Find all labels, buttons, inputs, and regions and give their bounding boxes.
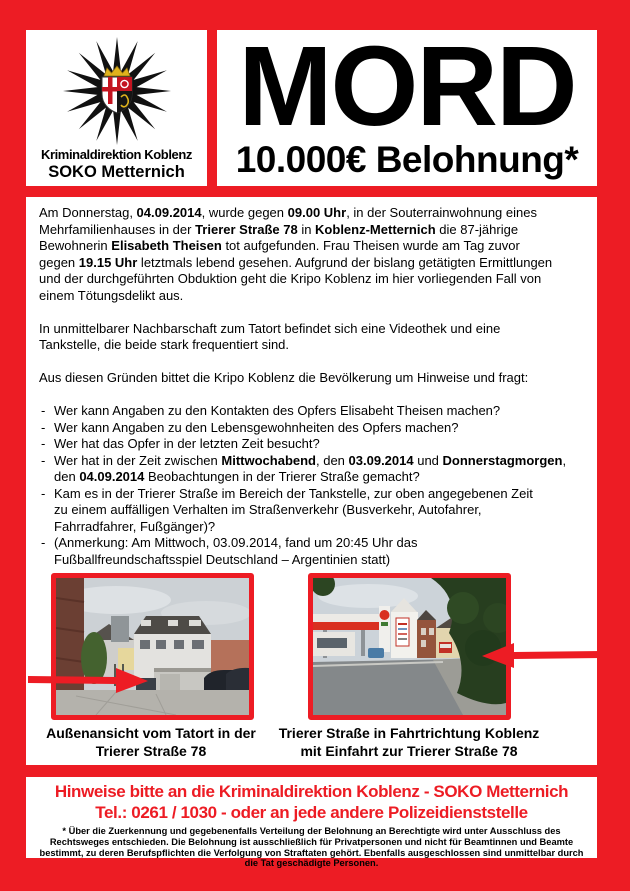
crime-scene-photo-caption <box>16 724 286 760</box>
headline-box <box>217 23 597 186</box>
street-view-photo-image <box>313 578 506 715</box>
org-unit: SOKO Metternich <box>48 163 185 181</box>
question-item: - Wer hat in der Zeit zwischen Mittwochabend, den 03.09.2014 und Donnerstagmorgen, den 04.09.2014 Beobachtungen in der Trierer Straße gemacht? <box>39 453 593 486</box>
case-paragraph-2: In unmittelbarer Nachbarschaft zum Tatort befindet sich eine Videothek und eine Tankstelle, die beide stark frequentiert sind. <box>39 320 501 352</box>
crime-scene-photo <box>51 573 254 720</box>
case-paragraph-1: Am Donnerstag, 04.09.2014, wurde gegen 09.00 Uhr, in der Souterrainwohnung eines Mehrfamilienhauses in der Trierer Straße 78 in Koblenz-Metternich die 87-jährige Bewohnerin Elisabeth Theisen tot aufgefunden. Frau Theisen wurde am Tag zuvor gegen 19.15 Uhr letztmals lebend gesehen. Aufgrund der bislang getätigten Ermittlungen und der durchgeführten Obduktion geht die Kripo Koblenz im hier vorliegenden Fall von einem Tötungsdelikt aus. <box>39 205 553 303</box>
question-item: - (Anmerkung: Am Mittwoch, 03.09.2014, fand um 20:45 Uhr das Fußballfreundschaftsspiel Deutschland – Argentinien statt) <box>39 535 593 568</box>
reward-terms-footnote: * Über die Zuerkennung und gegebenenfalls Verteilung der Belohnung an Berechtigte wird unter Ausschluss des Rechtsweges entschieden. Die Belohnung ist ausschließlich für Privatpersonen und nicht für Beamtinnen und Beamte bestimmt, zu deren Berufspflichten die Verfolgung von Straftaten gehört. Ebenfalls ausgeschlossen sind unmittelbar durch die Tat geschädigte Personen. <box>39 826 584 869</box>
crime-scene-photo-image <box>56 578 249 715</box>
caption-line: mit Einfahrt zur Trierer Straße 78 <box>300 743 518 759</box>
case-paragraph-intro: Aus diesen Gründen bittet die Kripo Koblenz die Bevölkerung um Hinweise und fragt: <box>39 370 529 385</box>
question-item: - Wer hat das Opfer in der letzten Zeit besucht? <box>39 436 593 453</box>
question-item: - Kam es in der Trierer Straße im Bereich der Tankstelle, zur oben angegebenen Zeit zu einem auffälligen Verhalten im Straßenverkehr (Busverkehr, Autofahrer, Fahrradfahrer, Fußgänger)? <box>39 486 593 536</box>
caption-line: Außenansicht vom Tatort in der <box>46 725 256 741</box>
contact-footer-box <box>26 777 597 869</box>
contact-line: Hinweise bitte an die Kriminaldirektion Koblenz - SOKO Metternich <box>54 782 569 801</box>
contact-phone-line: Tel.: 0261 / 1030 - oder an jede andere Polizeidienststelle <box>95 803 528 822</box>
case-text <box>26 197 597 568</box>
org-name: Kriminaldirektion Koblenz <box>40 147 193 162</box>
question-item: - Wer kann Angaben zu den Kontakten des Opfers Elisabeht Theisen machen? <box>39 403 593 420</box>
question-list <box>39 403 593 568</box>
street-view-photo <box>308 573 511 720</box>
reward-amount: 10.000€ Belohnung* <box>235 139 579 180</box>
caption-line: Trierer Straße 78 <box>95 743 207 759</box>
case-details-box <box>26 197 597 765</box>
red-arrow-left-icon <box>482 641 602 669</box>
police-star-badge-icon <box>61 35 173 147</box>
org-header <box>26 30 207 186</box>
caption-line: Trierer Straße in Fahrtrichtung Koblenz <box>278 725 540 741</box>
question-item: - Wer kann Angaben zu den Lebensgewohnheiten des Opfers machen? <box>39 420 593 437</box>
street-view-photo-caption <box>276 724 542 760</box>
red-arrow-right-icon <box>28 666 148 694</box>
poster-title: MORD <box>238 23 576 149</box>
